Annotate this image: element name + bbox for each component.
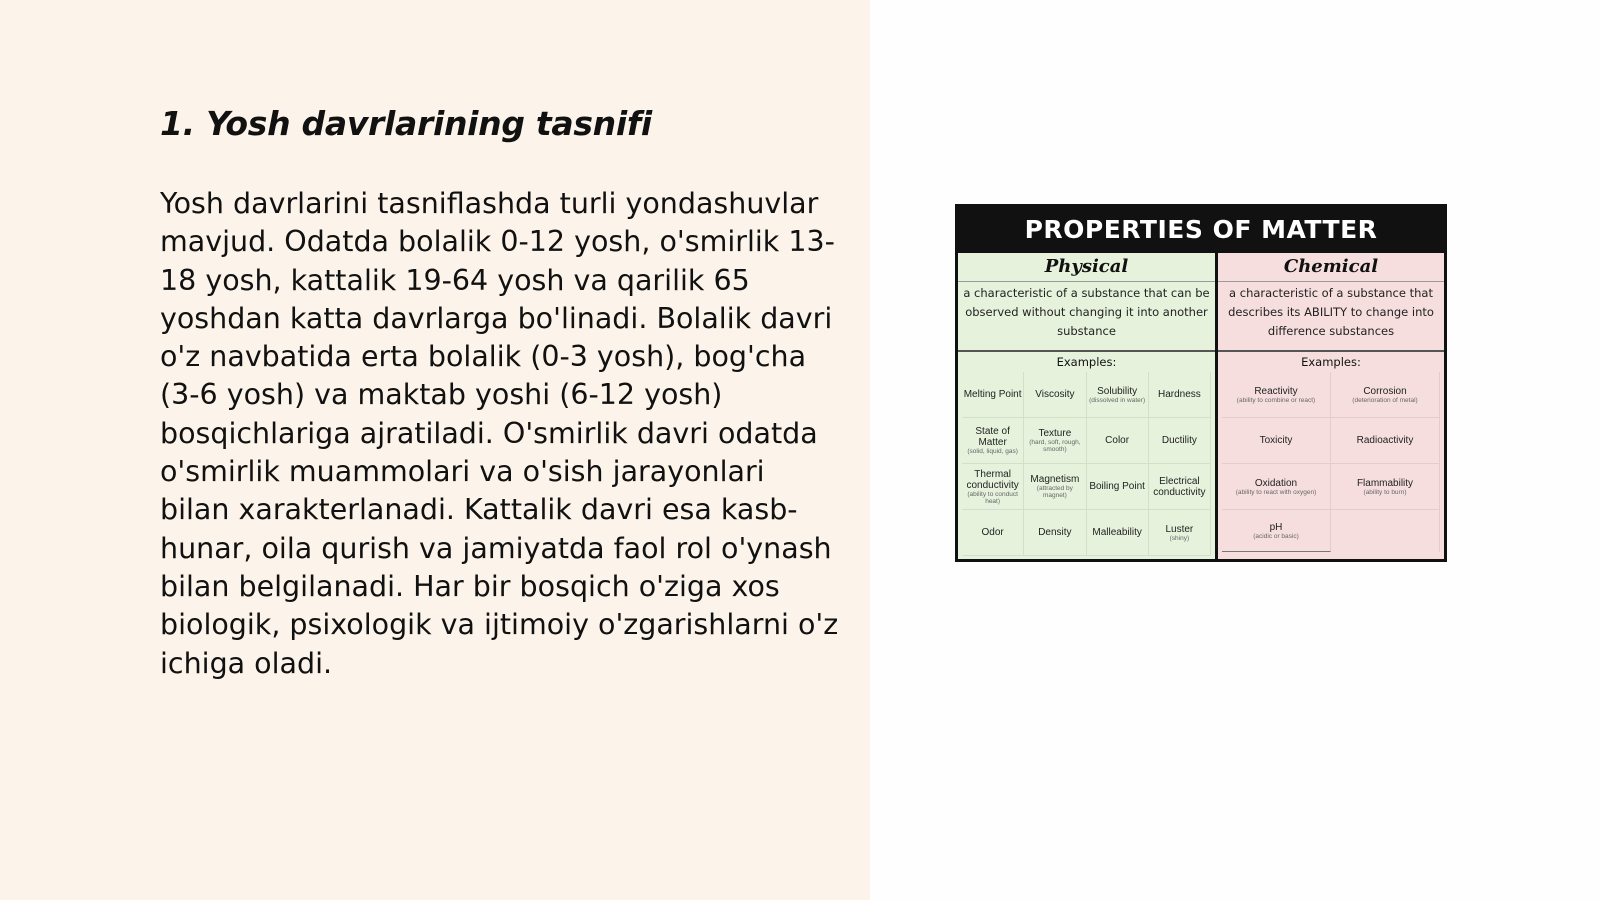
property-note: (ability to burn) xyxy=(1363,488,1407,496)
property-cell xyxy=(1331,510,1440,552)
property-name: Ductility xyxy=(1161,435,1197,446)
property-name: Boiling Point xyxy=(1089,481,1145,492)
property-cell xyxy=(1087,418,1149,464)
property-cell xyxy=(1087,372,1149,418)
physical-heading: Physical xyxy=(958,253,1215,282)
property-cell xyxy=(1149,510,1211,556)
property-cell xyxy=(962,464,1024,510)
poster-title: PROPERTIES OF MATTER xyxy=(958,207,1444,253)
property-name: Solubility xyxy=(1097,385,1138,397)
property-note: (acidic or basic) xyxy=(1253,532,1299,540)
property-name: State of Matter xyxy=(975,426,1010,448)
property-name: Electrical conductivity xyxy=(1153,475,1206,498)
property-name: Oxidation xyxy=(1254,477,1298,489)
property-cell xyxy=(1222,510,1331,552)
property-cell xyxy=(1024,510,1086,556)
property-cell xyxy=(1331,372,1440,418)
property-note: (shiny) xyxy=(1169,534,1190,542)
property-name: Reactivity xyxy=(1254,385,1298,397)
property-note: (solid, liquid, gas) xyxy=(967,448,1018,455)
poster-columns xyxy=(958,253,1444,559)
property-name: pH xyxy=(1269,521,1283,533)
property-note: (hard, soft, rough, smooth) xyxy=(1029,439,1081,453)
property-cell xyxy=(1024,418,1086,464)
property-name: Density xyxy=(1038,527,1072,538)
slide-body-text: Yosh davrlarini tasniflashda turli yondashuvlar mavjud. Odatda bolalik 0-12 yosh, o'smirlik 13-18 yosh, kattalik 19-64 yosh va qarilik 65 yoshdan katta davrlarga bo'linadi. Bolalik davri o'z navbatida erta bolalik (0-3 yosh), bog'cha (3-6 yosh) va maktab yoshi (6-12 yosh) bosqichlariga ajratiladi. O'smirlik davri odatda o'smirlik muammolari va o'sish jarayonlari bilan xarakterlanadi. Kattalik davri esa kasb-hunar, oila qurish va jamiyatda faol rol o'ynash bilan belgilanadi. Har bir bosqich o'ziga xos biologik, psixologik va ijtimoiy o'zgarishlarni o'z ichiga oladi. xyxy=(160,187,839,680)
property-cell xyxy=(1149,372,1211,418)
property-cell xyxy=(1149,464,1211,510)
chemical-column xyxy=(1218,253,1444,559)
physical-examples-label: Examples: xyxy=(1056,355,1117,369)
chemical-heading: Chemical xyxy=(1218,253,1444,282)
property-cell xyxy=(1222,372,1331,418)
chemical-definition: a characteristic of a substance that describes its ABILITY to change into difference substances xyxy=(1218,282,1444,352)
property-cell xyxy=(1331,464,1440,510)
property-cell xyxy=(1331,418,1440,464)
property-name: Texture xyxy=(1038,428,1072,439)
property-name: Color xyxy=(1105,435,1130,446)
chemical-examples-label: Examples: xyxy=(1301,355,1361,369)
property-name: Flammability xyxy=(1356,477,1414,489)
property-cell xyxy=(962,418,1024,464)
property-name: Viscosity xyxy=(1035,389,1075,400)
property-name: Luster xyxy=(1165,523,1194,535)
property-cell xyxy=(962,372,1024,418)
slide-title: 1. Yosh davrlarining tasnifi xyxy=(160,104,652,143)
property-cell xyxy=(1024,372,1086,418)
property-name: Toxicity xyxy=(1259,435,1293,446)
property-cell xyxy=(1149,418,1211,464)
property-name: Magnetism xyxy=(1030,474,1080,485)
property-cell xyxy=(1222,464,1331,510)
property-name: Corrosion xyxy=(1363,385,1407,397)
property-cell xyxy=(1222,418,1331,464)
property-note: (attracted by magnet) xyxy=(1036,485,1073,499)
property-name: Malleability xyxy=(1092,527,1142,538)
property-name: Hardness xyxy=(1157,389,1201,400)
physical-examples-grid xyxy=(962,372,1211,556)
property-name: Melting Point xyxy=(963,389,1022,400)
properties-of-matter-image xyxy=(955,204,1447,562)
property-name: Odor xyxy=(981,527,1004,538)
chemical-examples-grid xyxy=(1222,372,1440,552)
property-note: (ability to react with oxygen) xyxy=(1235,488,1317,496)
physical-definition: a characteristic of a substance that can be observed without changing it into another substance xyxy=(958,282,1215,352)
property-cell xyxy=(1024,464,1086,510)
property-note: (dissolved in water) xyxy=(1089,396,1146,404)
property-note: (ability to conduct heat) xyxy=(967,490,1018,505)
property-name: Radioactivity xyxy=(1356,435,1414,446)
property-cell xyxy=(1087,510,1149,556)
physical-column xyxy=(958,253,1218,559)
property-note: (deterioration of metal) xyxy=(1352,396,1418,404)
property-name: Thermal conductivity xyxy=(966,468,1019,491)
property-cell xyxy=(1087,464,1149,510)
property-note: (ability to combine or react) xyxy=(1236,396,1316,404)
property-cell xyxy=(962,510,1024,556)
